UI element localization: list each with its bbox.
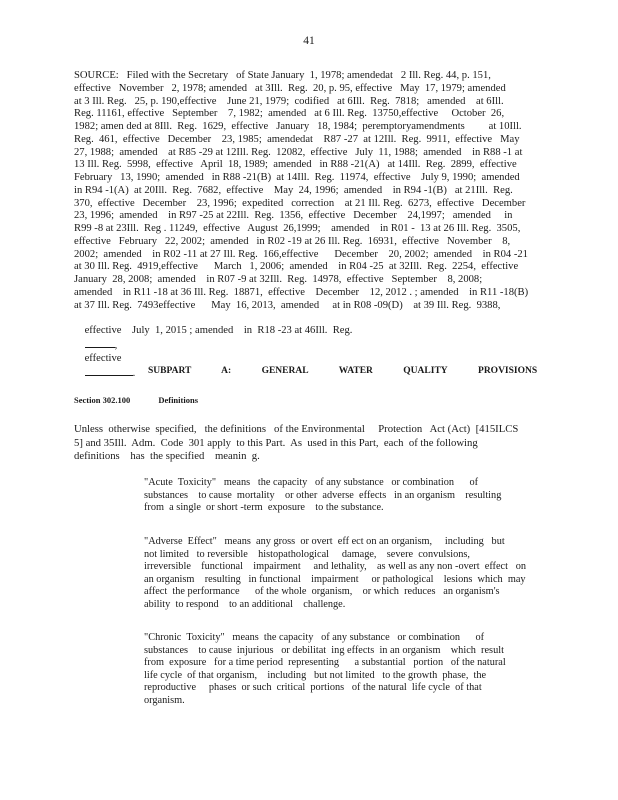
intro-line: definitions has the specified meanin g. xyxy=(74,450,260,462)
source-line: Reg. 461, effective December 23, 1985; amendedat R87 -27 at 12Ill. Reg. 9911, effective May xyxy=(74,133,520,145)
definition-line: affect the performance of the whole organism, or which reduces an organism's xyxy=(144,586,500,598)
source-line: at 37 Ill. Reg. 7493effective May 16, 2013, amended at in R08 -09(D) at 39 Ill. Reg. 9388, xyxy=(74,299,501,311)
source-line: SOURCE: Filed with the Secretary of State January 1, 1978; amendedat 2 Ill. Reg. 44, p. 151, xyxy=(74,70,491,81)
definition-line: irreversible functional impairment and lethality, as well as any non -overt effect on xyxy=(144,561,527,573)
definition-adverse-effect xyxy=(144,536,544,612)
source-line: 370, effective December 23, 1996; expedited correction at 21 Ill. Reg. 6273, effective December xyxy=(74,197,526,209)
definition-line: not limited to reversible histopathological damage, severe convulsions, xyxy=(144,548,470,560)
intro-line: 5] and 35Ill. Adm. Code 301 apply to this Part. As used in this Part, each of the following xyxy=(74,436,478,449)
source-line: 27, 1988; amended at R85 -29 at 12Ill. Reg. 12082, effective July 11, 1988; amended in R88 -1 at xyxy=(74,146,523,158)
intro-line: Unless otherwise specified, the definitions of the Environmental Protection Act (Act) [415ILCS xyxy=(74,423,519,435)
subpart-word: GENERAL xyxy=(261,366,309,376)
blank-register-field xyxy=(85,338,115,348)
source-line: R99 -8 at 23Ill. Reg . 11249, effective August 26,1999; amended in R01 - 13 at 26 Ill. Reg. 3505, xyxy=(74,223,521,235)
subpart-word: PROVISIONS xyxy=(478,366,538,376)
source-line: 1982; amen ded at 8Ill. Reg. 1629, effective January 18, 1984; peremptoryamendments at 10Ill. xyxy=(74,121,522,133)
definition-line: from exposure for a time period representing a substantial portion of the natural xyxy=(144,657,506,669)
definition-line: reproductive phases or such critical portions of the natural life cycle of that xyxy=(144,682,482,694)
source-last-end: . xyxy=(132,367,136,379)
subpart-letter: A: xyxy=(221,366,232,376)
definition-line: an organism resulting in functional impairment or pathological lesions which may xyxy=(144,573,526,585)
section-number: Section 302.100 xyxy=(74,395,131,405)
subpart-heading xyxy=(148,366,563,376)
source-last-text: effective July 1, 2015 ; amended in R18 -23 at 46Ill. Reg. xyxy=(84,325,353,337)
source-last-mid: effective xyxy=(84,352,122,364)
definition-line: life cycle of that organism, including but not limited to the growth phase, the xyxy=(144,669,487,681)
subpart-label: SUBPART xyxy=(148,366,192,376)
source-line: in R94 -1(A) at 20Ill. Reg. 7682, effective May 24, 1996; amended in R94 -1(B) at 21Ill. Reg. xyxy=(74,184,513,196)
source-line: at 3 Ill. Reg. 25, p. 190,effective June 21, 1979; codified at 6Ill. Reg. 7818; amended at 6Ill. xyxy=(74,95,504,107)
page-number: 41 xyxy=(303,35,315,47)
source-line: effective November 2, 1978; amended at 3Ill. Reg. 20, p. 95, effective May 17, 1979; amended xyxy=(74,82,506,94)
source-line: amended in R11 -18 at 36 Ill. Reg. 18871, effective December 12, 2012 . ; amended in R11 -18(B) xyxy=(74,287,529,299)
definition-acute-toxicity xyxy=(144,477,544,515)
source-line-last: effective July 1, 2015 ; amended in R18 -23 at 46Ill. Reg. , effective . xyxy=(84,325,353,379)
definition-line: "Adverse Effect" means any gross or overt eff ect on an organism, including but xyxy=(144,536,505,547)
intro-paragraph xyxy=(74,423,544,464)
definition-line: from a single or short -term exposure to the substance. xyxy=(144,502,384,514)
definition-line: substances to cause injurious or debilitat ing effects in an organism which result xyxy=(144,644,504,656)
definition-line: ability to respond to an additional challenge. xyxy=(144,598,346,610)
definition-line: organism. xyxy=(144,694,185,706)
definition-chronic-toxicity xyxy=(144,632,544,708)
definition-line: substances to cause mortality or other adverse effects in an organism resulting xyxy=(144,489,502,501)
definition-line: "Acute Toxicity" means the capacity of any substance or combination of xyxy=(144,477,479,488)
section-title: Definitions xyxy=(158,395,198,405)
source-line: Reg. 11161, effective September 7, 1982; amended at 6 Ill. Reg. 13750,effective October 26, xyxy=(74,108,505,120)
section-heading xyxy=(74,395,198,405)
source-line: 13 Ill. Reg. 5998, effective April 18, 1989; amended in R88 -21(A) at 14Ill. Reg. 2899, effective xyxy=(74,159,517,171)
source-line: effective February 22, 2002; amended in R02 -19 at 26 Ill. Reg. 16931, effective November 8, xyxy=(74,235,511,247)
source-line: January 28, 2008; amended in R07 -9 at 32Ill. Reg. 14978, effective September 8, 2008; xyxy=(74,274,483,286)
source-line: February 13, 1990; amended in R88 -21(B) at 14Ill. Reg. 11974, effective July 9, 1990; amended xyxy=(74,172,520,184)
definition-line: "Chronic Toxicity" means the capacity of any substance or combination of xyxy=(144,632,485,643)
source-line: 2002; amended in R02 -11 at 27 Ill. Reg. 166,effective December 20, 2002; amended in R04 -21 xyxy=(74,248,528,260)
source-line: 23, 1996; amended in R97 -25 at 22Ill. Reg. 1356, effective December 24,1997; amended in xyxy=(74,210,513,222)
subpart-word: WATER xyxy=(338,366,373,376)
source-line: at 30 Ill. Reg. 4919,effective March 1, 2006; amended in R04 -25 at 32Ill. Reg. 2254, effective xyxy=(74,261,519,273)
subpart-word: QUALITY xyxy=(403,366,448,376)
blank-effective-date xyxy=(85,366,133,376)
